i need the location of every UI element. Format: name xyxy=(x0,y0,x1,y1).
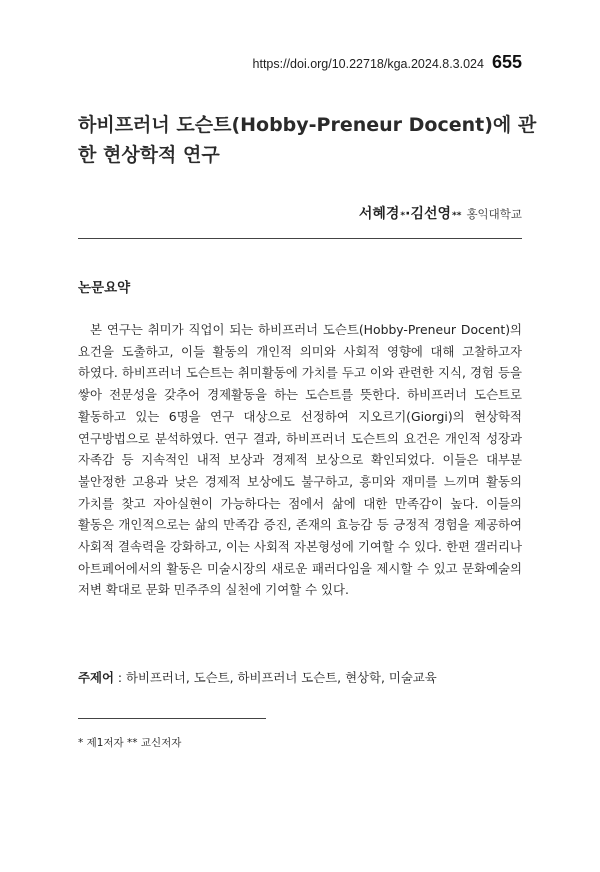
keywords-text: 하비프러너, 도슨트, 하비프러너 도슨트, 현상학, 미술교육 xyxy=(125,670,437,685)
author-affiliation: 홍익대학교 xyxy=(466,207,522,221)
footnote: * 제1저자 ** 교신저자 xyxy=(78,737,182,749)
abstract-body: 본 연구는 취미가 직업이 되는 하비프러너 도슨트(Hobby-Preneur Docent)의 요건을 도출하고, 이들 활동의 개인적 의미와 사회적 영향에 대해 고찰하고자 하였다. 하비프러너 도슨트는 취미활동에 가치를 두고 이와 관련한 지식, 경험 등을 쌓아 전문성을 갖추어 경제활동을 하는 도슨트를 뜻한다. 하비프러너 도슨트로 활동하고 있는 6명을 연구 대상으로 선정하여 지오르기(Giorgi)의 현상학적 연구방법으로 분석하였다. 연구 결과, 하비프러너 도슨트의 요건은 개인적 성장과 자족감 등 지속적인 내적 보상과 경제적 보상으로 확인되었다. 이들은 대부분 불안정한 고용과 낮은 경제적 보상에도 불구하고, 흥미와 재미를 느끼며 활동의 가치를 찾고 자아실현이 가능하다는 점에서 삶에 대한 만족감이 높다. 이들의 활동은 개인적으로는 삶의 만족감 증진, 존재의 효능감 등 긍정적 경험을 제공하여 사회적 결속력을 강화하고, 이는 사회적 자본형성에 기여할 수 있다. 한편 갤러리나 아트페어에서의 활동은 미술시장의 새로운 패러다임을 제시할 수 있고 문화예술의 저변 확대로 문화 민주주의 실천에 기여할 수 있다. xyxy=(78,322,522,598)
footnote-divider xyxy=(78,718,266,719)
author-2-name: 김선영 xyxy=(410,206,452,222)
author-line xyxy=(359,203,522,223)
title-divider xyxy=(78,238,522,239)
keywords-label: 주제어 xyxy=(78,670,114,685)
author-separator: · xyxy=(405,206,411,222)
page-number: 655 xyxy=(491,52,522,72)
author-1-name: 서혜경 xyxy=(358,206,400,222)
keywords-line xyxy=(78,668,522,686)
abstract-heading: 논문요약 xyxy=(78,280,131,296)
author-1-mark: * xyxy=(400,211,406,221)
running-header xyxy=(253,52,522,73)
keywords-separator: : xyxy=(113,670,126,685)
paper-title: 하비프러너 도슨트(Hobby-Preneur Docent)에 관한 현상학적 연구 xyxy=(78,114,537,166)
author-2-mark: ** xyxy=(452,211,462,221)
doi-link[interactable]: https://doi.org/10.22718/kga.2024.8.3.024 xyxy=(252,57,484,71)
